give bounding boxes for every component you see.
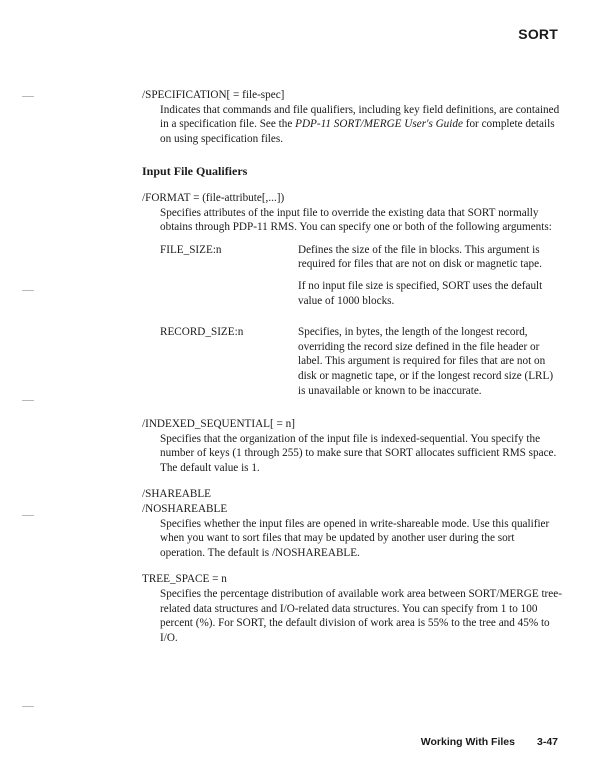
page-body	[142, 88, 562, 657]
qualifier-term: /FORMAT = (file-attribute[,...])	[142, 191, 285, 204]
argument-row	[160, 325, 562, 405]
margin-mark	[22, 96, 34, 97]
argument-description	[298, 243, 562, 315]
section-heading: Input File Qualifiers	[142, 164, 248, 179]
argument-paragraph: If no input file size is specified, SORT uses the default value of 1000 blocks.	[298, 279, 543, 307]
argument-description	[298, 325, 562, 405]
indexed-sequential-qualifier	[142, 417, 562, 475]
description-text: Indicates that commands and file qualifiers, including key field definitions, are contained in a specification file. See the	[160, 103, 560, 131]
qualifier-term: /SPECIFICATION[ = file-spec]	[142, 89, 285, 101]
running-header-title: SORT	[518, 26, 558, 42]
argument-paragraph: Defines the size of the file in blocks. This argument is required for files that are not on disk or magnetic tape.	[298, 243, 542, 271]
qualifier-description: Specifies the percentage distribution of available work area between SORT/MERGE tree-related data structures and I/O-related data structures. You can specify from 1 to 100 percent (%). For SORT, the default division of work area is 55% to the tree and 45% to I/O.	[160, 588, 562, 644]
qualifier-term: /NOSHAREABLE	[142, 503, 228, 516]
page-footer	[421, 736, 558, 748]
specification-qualifier	[142, 88, 562, 146]
margin-mark	[22, 290, 34, 291]
format-qualifier	[142, 191, 562, 405]
page-number: 3-47	[536, 736, 558, 748]
qualifier-description	[160, 103, 562, 147]
footer-section-title: Working With Files	[420, 736, 515, 748]
argument-row	[160, 243, 562, 315]
qualifier-term: TREE_SPACE = n	[142, 573, 227, 586]
qualifier-term: /INDEXED_SEQUENTIAL[ = n]	[142, 418, 295, 431]
argument-name: RECORD_SIZE:n	[160, 326, 244, 339]
tree-space-qualifier	[142, 572, 562, 645]
argument-list	[160, 243, 562, 405]
margin-mark	[22, 706, 34, 707]
manual-reference: PDP-11 SORT/MERGE User's Guide	[295, 118, 463, 131]
description-text: for complete details on using specification files.	[160, 118, 555, 145]
argument-name: FILE_SIZE:n	[160, 243, 222, 256]
margin-mark	[22, 400, 34, 401]
qualifier-description: Specifies attributes of the input file to override the existing data that SORT normally obtains through PDP-11 RMS. You can specify one or both of the following arguments:	[160, 206, 552, 234]
shareable-qualifier	[142, 487, 562, 560]
qualifier-description: Specifies whether the input files are opened in write-shareable mode. Use this qualifier when you want to sort files that may be updated by another user during the sort operation. The default is /NOSHAREABLE.	[160, 517, 550, 559]
argument-paragraph: Specifies, in bytes, the length of the longest record, overriding the record size defined in the file header or label. This argument is required for files that are not on disk or magnetic tape, or if the longest record size (LRL) is unavailable or known to be inaccurate.	[298, 326, 554, 397]
qualifier-description: Specifies that the organization of the input file is indexed-sequential. You specify the number of keys (1 through 255) to make sure that SORT allocates sufficient RMS space. The default value is 1.	[160, 432, 557, 474]
qualifier-term: /SHAREABLE	[142, 488, 211, 501]
margin-mark	[22, 515, 34, 516]
